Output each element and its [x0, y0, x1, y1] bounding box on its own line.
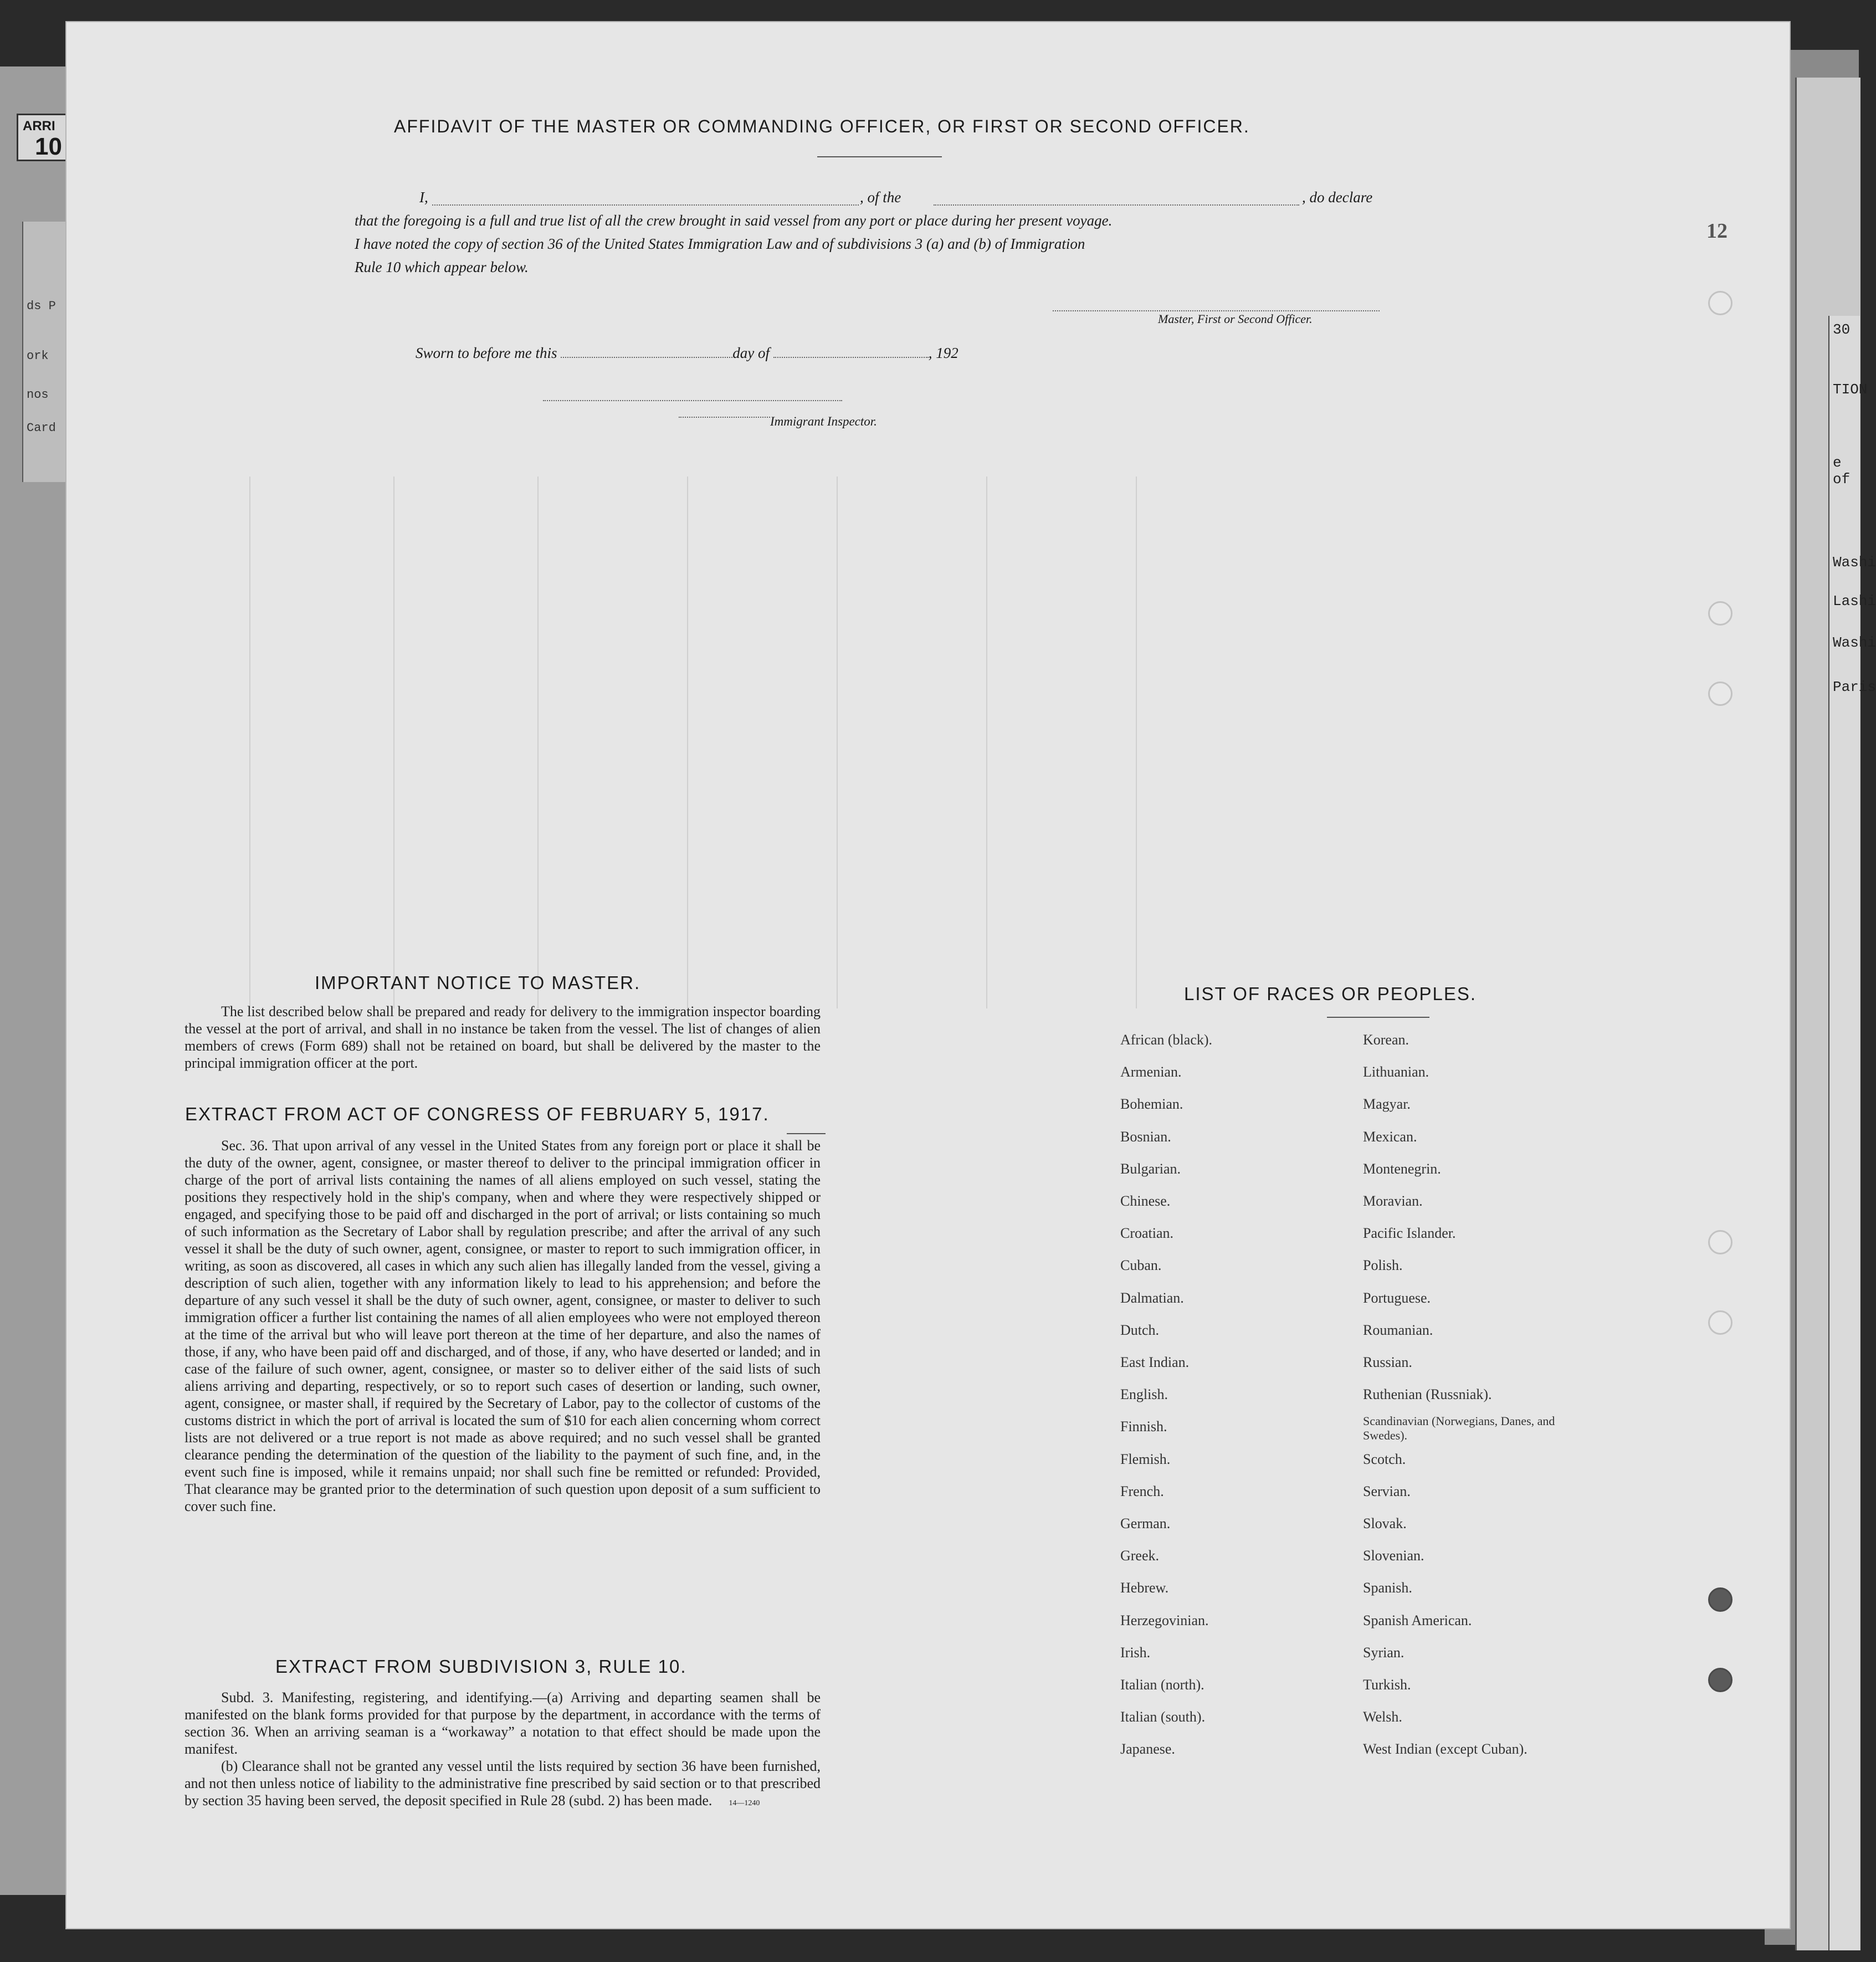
left-stub-line: Card [27, 421, 56, 435]
day-of-label: day of [732, 345, 770, 361]
signature-caption: Master, First or Second Officer. [1158, 312, 1313, 326]
punch-hole [1708, 1587, 1733, 1612]
subdivision-paragraph-b-text: (b) Clearance shall not be granted any vessel until the lists required by section 36 have been furnished, and not then unless notice of liability to the administrative fine prescribed by said section or to that prescribed by section 35 having been served, the deposit specified in Rule 28 (subd. 2) has been made. [184, 1758, 821, 1809]
race-item: Armenian. [1120, 1064, 1182, 1080]
section-36-paragraph: Sec. 36. That upon arrival of any vessel in the United States from any foreign port or place it shall be the duty of the owner, agent, consignee, or master thereof to deliver to the principal immigration officer in charge of the port of arrival lists containing the names of all aliens employed on such vessel, stating the positions they respectively hold in the ship's company, when and where they were respectively shipped or engaged, and specifying those to be paid off and discharged in the port of arrival; or lists containing so much of such information as the Secretary of Labor shall by regulation prescribe; and after the arrival of any such vessel it shall be the duty of such owner, agent, consignee, or master to report to such immigration officer, in writing, as soon as discovered, all cases in which any such alien has illegally landed from the vessel, giving a description of such alien, together with any information likely to lead to his apprehension; and before the departure of any such vessel it shall be the duty of such owner, agent, consignee, or master to deliver to such immigration officer a further list containing the names of all alien employees who were not employed thereon at the time of the arrival but who will leave port thereon at the time of her departure, and also the names of those, if any, who have been paid off and discharged, and of those, if any, who have deserted or landed; and in case of the failure of such owner, agent, consignee, or master so to deliver either of the said lists of such aliens arriving and departing, respectively, or so to report such cases of desertion or landing, such owner, agent, consignee, or master shall, if required by the Secretary of Labor, pay to the collector of customs of the customs district in which the port of arrival is located the sum of $10 for each alien concerning whom correct lists are not delivered or a true report is not made as above required; and no such vessel shall be granted clearance pending the determination of the question of the liability to the payment of such fine, and, in the event such fine is imposed, while it remains unpaid; nor shall such fine be remitted or refunded: Provided, That clearance may be granted prior to the determination of such question upon deposit of a sum sufficient to cover such fine. [184, 1138, 821, 1514]
act-extract-body [184, 1137, 821, 1515]
race-item: Welsh. [1363, 1709, 1402, 1725]
sworn-day-field[interactable] [561, 346, 732, 358]
left-tab-label: ARRI [23, 119, 55, 134]
race-item: Turkish. [1363, 1677, 1411, 1693]
race-item: Lithuanian. [1363, 1064, 1429, 1080]
punch-hole [1708, 682, 1733, 706]
race-item: Magyar. [1363, 1096, 1411, 1113]
subdivision-paragraph-a: Subd. 3. Manifesting, registering, and identifying.—(a) Arriving and departing seamen shall be manifested on the blank forms provided for that purpose by the department, in accordance with the terms of section 36. When an arriving seaman is a “workaway” a notation to that effect should be made upon the manifest. [184, 1689, 821, 1757]
race-item: Herzegovinian. [1120, 1612, 1209, 1628]
act-extract-title: EXTRACT FROM ACT OF CONGRESS OF FEBRUARY 5, 1917. [185, 1104, 770, 1124]
affidavit-body-line: that the foregoing is a full and true list of all the crew brought in said vessel from any port or place during her present voyage. [355, 212, 1113, 229]
year-label: , 192 [928, 345, 958, 361]
race-item: Dalmatian. [1120, 1289, 1184, 1306]
right-stub-line: Washi [1833, 634, 1876, 651]
race-item: French. [1120, 1483, 1164, 1499]
race-item: Pacific Islander. [1363, 1225, 1456, 1242]
races-divider [1327, 1017, 1429, 1018]
race-item: Montenegrin. [1363, 1160, 1441, 1177]
notice-title: IMPORTANT NOTICE TO MASTER. [315, 972, 641, 993]
officer-signature-field[interactable] [1053, 310, 1380, 311]
race-item: Dutch. [1120, 1321, 1160, 1338]
race-item: Bosnian. [1120, 1128, 1171, 1145]
race-item: Ruthenian (Russniak). [1363, 1386, 1492, 1403]
form-number: 14—1240 [729, 1799, 760, 1807]
race-item: Scotch. [1363, 1451, 1406, 1467]
race-item: English. [1120, 1386, 1168, 1403]
right-stub-line: 30 [1833, 321, 1851, 338]
race-item: Moravian. [1363, 1193, 1423, 1209]
race-item: Korean. [1363, 1032, 1409, 1048]
title-divider [817, 156, 942, 157]
punch-hole [1708, 1230, 1733, 1254]
punch-hole [1708, 1310, 1733, 1335]
right-stub-line: TION [1833, 381, 1868, 398]
race-item: Scandinavian (Norwegians, Danes, and Swedes). [1363, 1414, 1555, 1443]
race-item: Bulgarian. [1120, 1160, 1181, 1177]
race-item: Russian. [1363, 1354, 1412, 1370]
race-item: African (black). [1120, 1032, 1213, 1048]
do-declare-label: , do declare [1302, 189, 1373, 206]
sworn-month-field[interactable] [773, 346, 929, 358]
sworn-line [416, 345, 958, 362]
subdivision-body [184, 1689, 821, 1812]
race-item: German. [1120, 1515, 1171, 1531]
page-number-mark: 12 [1706, 219, 1728, 243]
of-the-label: , of the [860, 189, 901, 206]
inspector-caption: Immigrant Inspector. [770, 414, 877, 428]
race-item: Hebrew. [1120, 1580, 1169, 1596]
race-item: Irish. [1120, 1644, 1151, 1661]
race-item: Croatian. [1120, 1225, 1174, 1242]
race-item: Slovenian. [1363, 1548, 1424, 1564]
left-stub-line: nos [27, 388, 49, 402]
affidavit-title: AFFIDAVIT OF THE MASTER OR COMMANDING OFFICER, OR FIRST OR SECOND OFFICER. [394, 116, 1250, 136]
race-item: Polish. [1363, 1257, 1403, 1274]
race-item: Italian (north). [1120, 1677, 1204, 1693]
race-item: Roumanian. [1363, 1321, 1433, 1338]
race-item: Spanish American. [1363, 1612, 1472, 1628]
punch-hole [1708, 601, 1733, 626]
subdivision-paragraph-b [184, 1758, 821, 1812]
right-sheet-stub [1828, 316, 1876, 1950]
affidavit-statement [355, 186, 1407, 279]
left-stub-line: ork [27, 349, 49, 363]
left-stub-line: ds P [27, 299, 56, 313]
notice-paragraph: The list described below shall be prepared and ready for delivery to the immigration inspector boarding the vessel at the port of arrival, and shall in no instance be taken from the vessel. The list of changes of alien members of crews (Form 689) shall not be retained on board, but shall be delivered by the master to the principal immigration officer at the port. [184, 1003, 821, 1071]
race-item: Slovak. [1363, 1515, 1407, 1531]
race-item: Spanish. [1363, 1580, 1412, 1596]
race-item: East Indian. [1120, 1354, 1190, 1370]
subdivision-title: EXTRACT FROM SUBDIVISION 3, RULE 10. [275, 1656, 687, 1677]
race-item: Flemish. [1120, 1451, 1171, 1467]
right-stub-line: Lashi [1833, 593, 1876, 609]
i-label: I, [419, 189, 428, 206]
race-item: Bohemian. [1120, 1096, 1183, 1113]
race-item: Japanese. [1120, 1741, 1175, 1758]
race-item: Greek. [1120, 1548, 1160, 1564]
race-item: Finnish. [1120, 1418, 1167, 1435]
race-item: West Indian (except Cuban). [1363, 1741, 1528, 1758]
notice-body [184, 1003, 821, 1072]
right-stub-line: Paris [1833, 679, 1876, 695]
race-item: Chinese. [1120, 1193, 1171, 1209]
inspector-leader-dots [679, 417, 770, 418]
race-item: Servian. [1363, 1483, 1411, 1499]
punch-hole [1708, 291, 1733, 315]
bleed-through-table [249, 477, 1790, 1008]
race-item: Mexican. [1363, 1128, 1417, 1145]
vessel-name-field[interactable] [934, 190, 1299, 206]
right-stub-line: Washi [1833, 554, 1876, 571]
affidavit-body-line: Rule 10 which appear below. [355, 259, 529, 275]
race-item: Portuguese. [1363, 1289, 1431, 1306]
affidavit-body-line: I have noted the copy of section 36 of the United States Immigration Law and of subdivisions 3 (a) and (b) of Immigration [355, 235, 1085, 252]
act-divider [787, 1133, 826, 1134]
race-item: Italian (south). [1120, 1709, 1206, 1725]
left-tab-number: 10 [35, 133, 62, 160]
punch-hole [1708, 1668, 1733, 1692]
right-stub-line: e of [1833, 454, 1851, 488]
races-title: LIST OF RACES OR PEOPLES. [1184, 983, 1477, 1004]
race-item: Syrian. [1363, 1644, 1405, 1661]
inspector-signature-field[interactable] [543, 400, 842, 401]
master-name-field[interactable] [432, 190, 859, 206]
race-item: Cuban. [1120, 1257, 1162, 1274]
sworn-label: Sworn to before me this [416, 345, 557, 361]
